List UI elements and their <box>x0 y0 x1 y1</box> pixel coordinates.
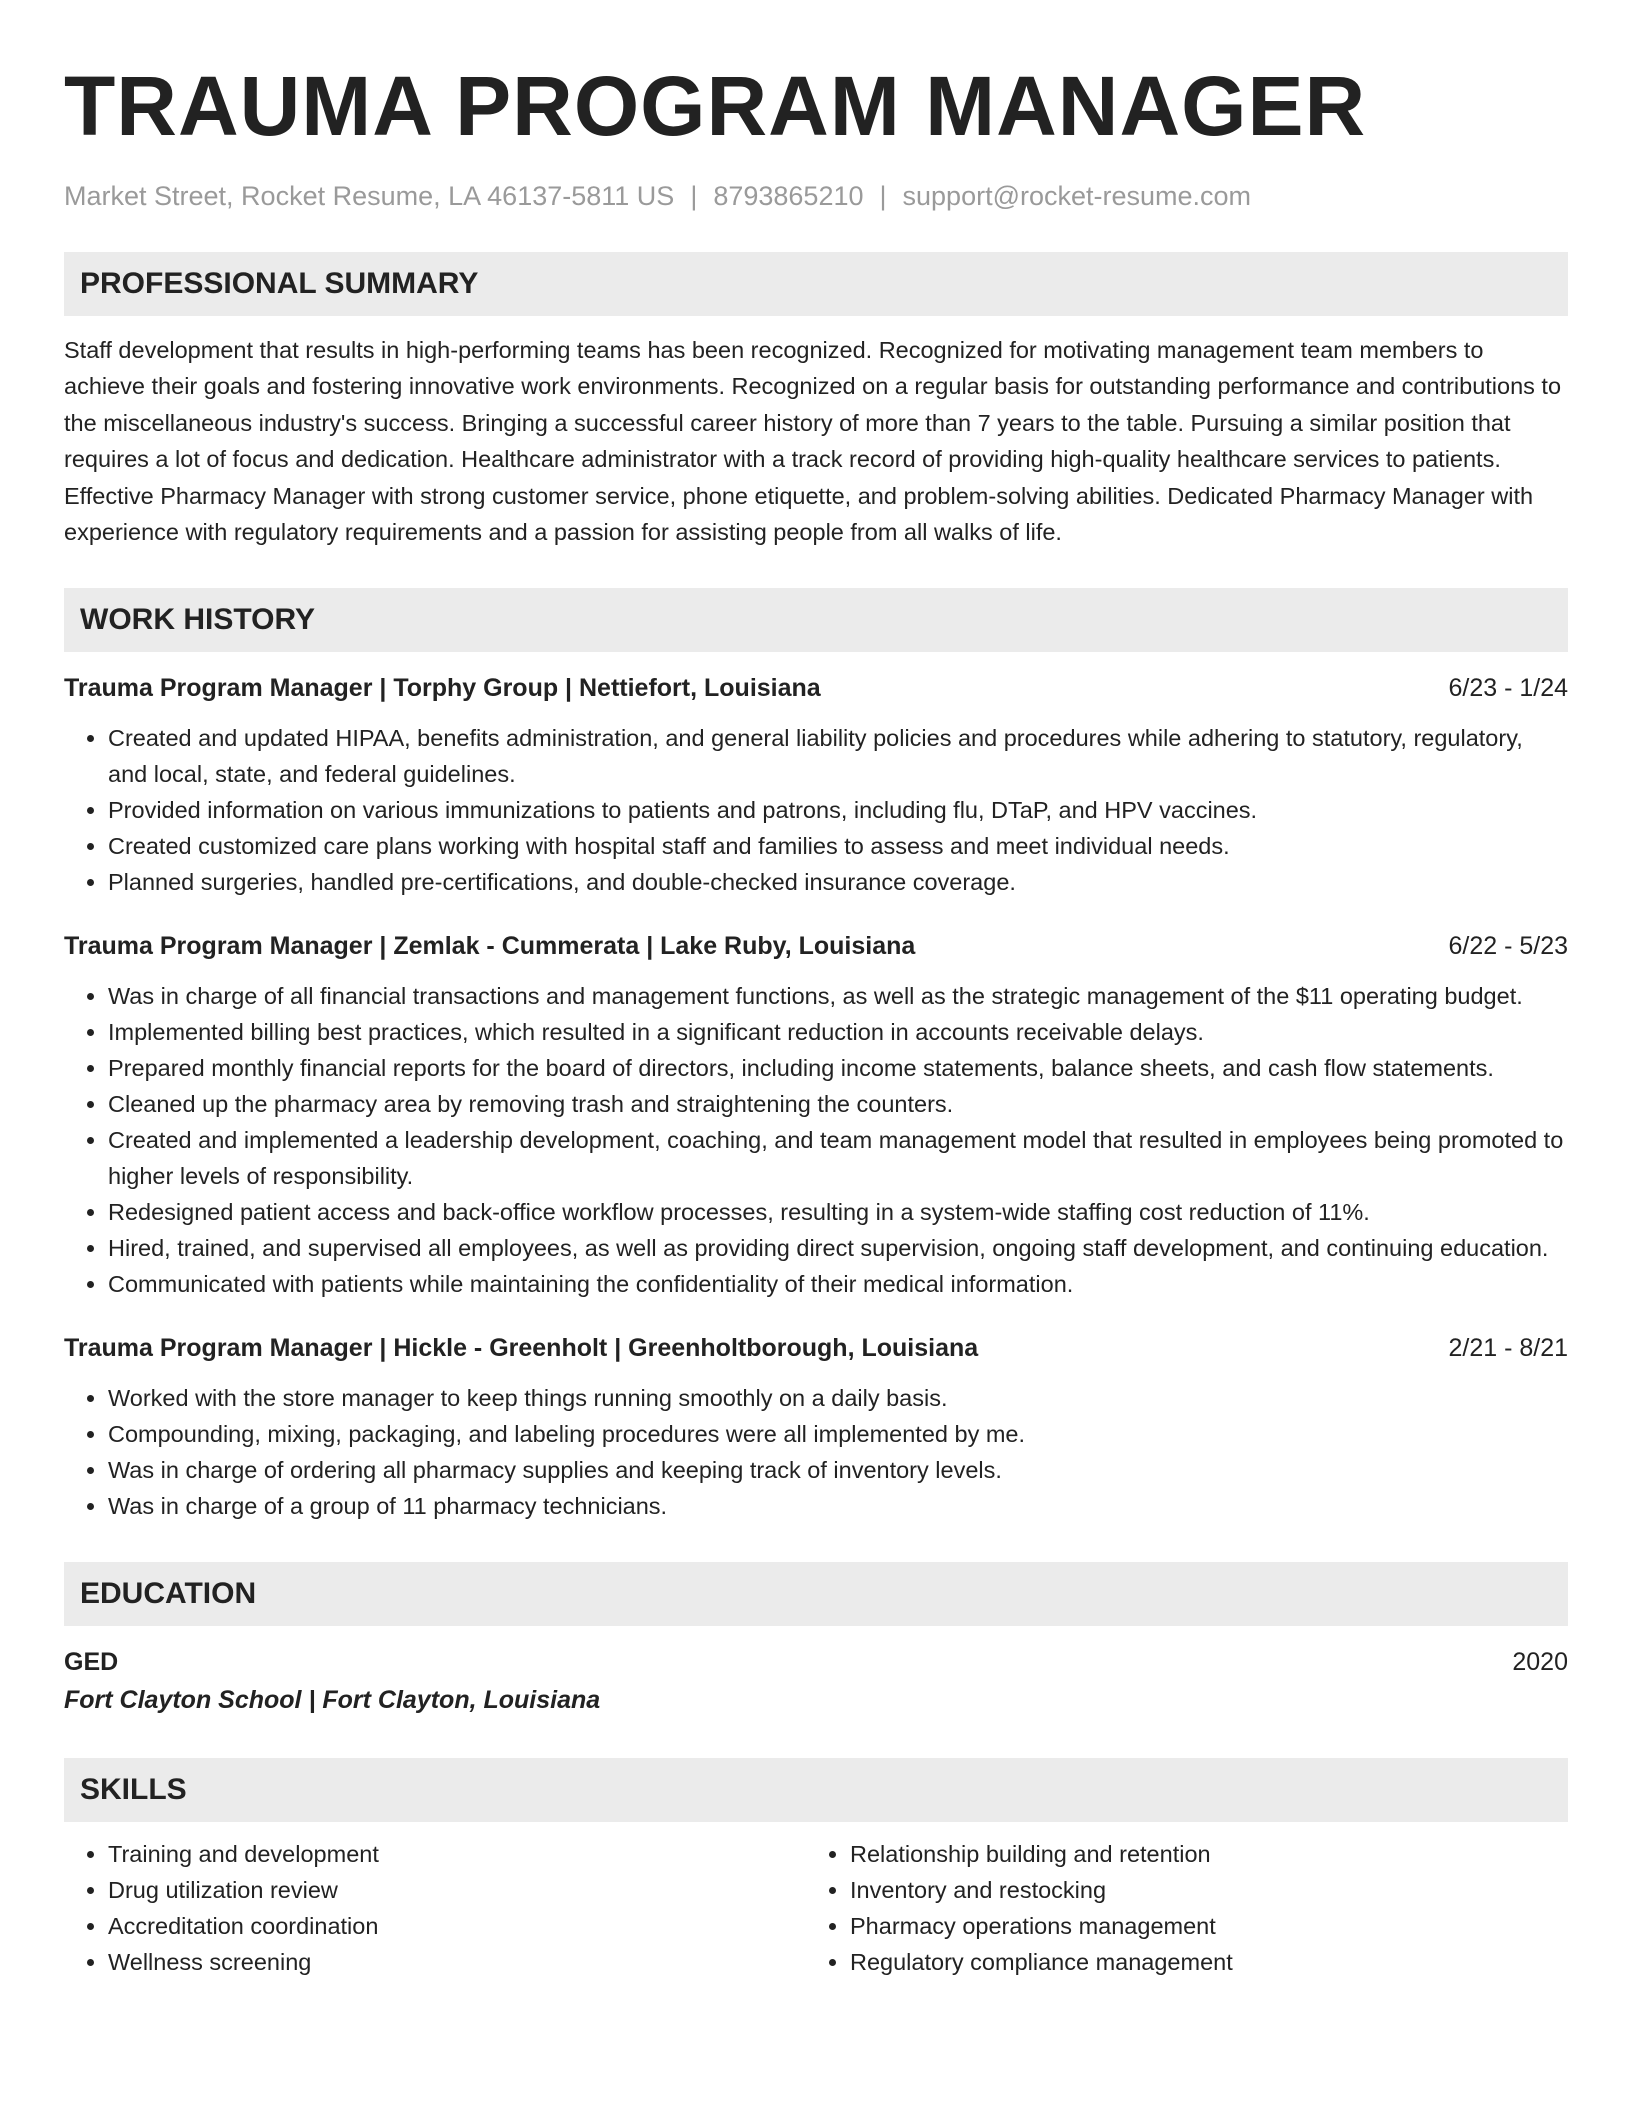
job-bullet: • Cleaned up the pharmacy area by removing trash and straightening the counters. <box>108 1086 1568 1122</box>
skill-item: • Inventory and restocking <box>850 1872 1548 1908</box>
skill-item: • Training and development <box>108 1836 806 1872</box>
job-bullet: • Was in charge of a group of 11 pharmacy technicians. <box>108 1488 1568 1524</box>
section-header-skills: SKILLS <box>64 1758 1568 1822</box>
job-bullets <box>64 1380 1568 1524</box>
job-bullet: • Hired, trained, and supervised all employees, as well as providing direct supervision, ongoing staff development, and continuing education. <box>108 1230 1568 1266</box>
job-bullets <box>64 978 1568 1302</box>
contact-phone: 8793865210 <box>713 181 864 211</box>
contact-address: Market Street, Rocket Resume, LA 46137-5811 US <box>64 181 675 211</box>
job-dates: 2/21 - 8/21 <box>1448 1334 1568 1363</box>
contact-separator: | <box>690 181 698 211</box>
contact-separator: | <box>879 181 887 211</box>
job-header <box>64 1330 1568 1366</box>
skill-item: • Relationship building and retention <box>850 1836 1548 1872</box>
job-bullet: • Created and implemented a leadership development, coaching, and team management model that resulted in employees being promoted to higher levels of responsibility. <box>108 1122 1568 1194</box>
contact-email: support@rocket-resume.com <box>902 181 1252 211</box>
section-header-education: EDUCATION <box>64 1562 1568 1626</box>
job-entry <box>64 928 1568 1302</box>
candidate-name: TRAUMA PROGRAM MANAGER <box>64 59 1367 153</box>
job-bullet: • Redesigned patient access and back-office workflow processes, resulting in a system-wide staffing cost reduction of 11%. <box>108 1194 1568 1230</box>
education-degree: GED <box>64 1648 119 1677</box>
education-year: 2020 <box>1512 1648 1568 1677</box>
education-header <box>64 1644 1568 1680</box>
job-entry <box>64 670 1568 900</box>
job-bullet: • Provided information on various immunizations to patients and patrons, including flu, DTaP, and HPV vaccines. <box>108 792 1568 828</box>
job-dates: 6/23 - 1/24 <box>1448 674 1568 703</box>
contact-line <box>64 178 1568 214</box>
skill-item: • Drug utilization review <box>108 1872 806 1908</box>
skill-item: • Accreditation coordination <box>108 1908 806 1944</box>
job-dates: 6/22 - 5/23 <box>1448 932 1568 961</box>
section-header-summary: PROFESSIONAL SUMMARY <box>64 252 1568 316</box>
skill-item: • Pharmacy operations management <box>850 1908 1548 1944</box>
resume-content <box>64 56 1568 1980</box>
skill-item: • Wellness screening <box>108 1944 806 1980</box>
summary-text: Staff development that results in high-performing teams has been recognized. Recognized for motivating management team members to achieve their goals and fostering innovative work environments. Recognized on a regular basis for outstanding performance and contributions to the miscellaneous industry's success. Bringing a successful career history of more than 7 years to the table. Pursuing a similar position that requires a lot of focus and dedication. Healthcare administrator with a track record of providing high-quality healthcare services to patients. Effective Pharmacy Manager with strong customer service, phone etiquette, and problem-solving abilities. Dedicated Pharmacy Manager with experience with regulatory requirements and a passion for assisting people from all walks of life. <box>64 337 1562 546</box>
job-bullet: • Created customized care plans working with hospital staff and families to assess and meet individual needs. <box>108 828 1568 864</box>
job-bullets <box>64 720 1568 900</box>
job-bullet: • Worked with the store manager to keep things running smoothly on a daily basis. <box>108 1380 1568 1416</box>
skills-column-left <box>64 1836 806 1980</box>
job-header <box>64 928 1568 964</box>
education-school: Fort Clayton School | Fort Clayton, Louisiana <box>64 1686 601 1715</box>
job-title: Trauma Program Manager | Hickle - Greenholt | Greenholtborough, Louisiana <box>64 1334 979 1363</box>
job-title: Trauma Program Manager | Zemlak - Cummerata | Lake Ruby, Louisiana <box>64 932 916 961</box>
job-bullet: • Compounding, mixing, packaging, and labeling procedures were all implemented by me. <box>108 1416 1568 1452</box>
job-bullet: • Was in charge of all financial transactions and management functions, as well as the strategic management of the $11 operating budget. <box>108 978 1568 1014</box>
job-title: Trauma Program Manager | Torphy Group | Nettiefort, Louisiana <box>64 674 821 703</box>
job-entry <box>64 1330 1568 1524</box>
job-bullet: • Created and updated HIPAA, benefits administration, and general liability policies and procedures while adhering to statutory, regulatory, and local, state, and federal guidelines. <box>108 720 1568 792</box>
job-bullet: • Planned surgeries, handled pre-certifications, and double-checked insurance coverage. <box>108 864 1568 900</box>
job-bullet: • Implemented billing best practices, which resulted in a significant reduction in accounts receivable delays. <box>108 1014 1568 1050</box>
job-bullet: • Prepared monthly financial reports for the board of directors, including income statements, balance sheets, and cash flow statements. <box>108 1050 1568 1086</box>
skill-item: • Regulatory compliance management <box>850 1944 1548 1980</box>
skills-list <box>64 1836 1568 1980</box>
job-bullet: • Communicated with patients while maintaining the confidentiality of their medical information. <box>108 1266 1568 1302</box>
job-header <box>64 670 1568 706</box>
skills-column-right <box>806 1836 1548 1980</box>
section-header-work-history: WORK HISTORY <box>64 588 1568 652</box>
job-bullet: • Was in charge of ordering all pharmacy supplies and keeping track of inventory levels. <box>108 1452 1568 1488</box>
